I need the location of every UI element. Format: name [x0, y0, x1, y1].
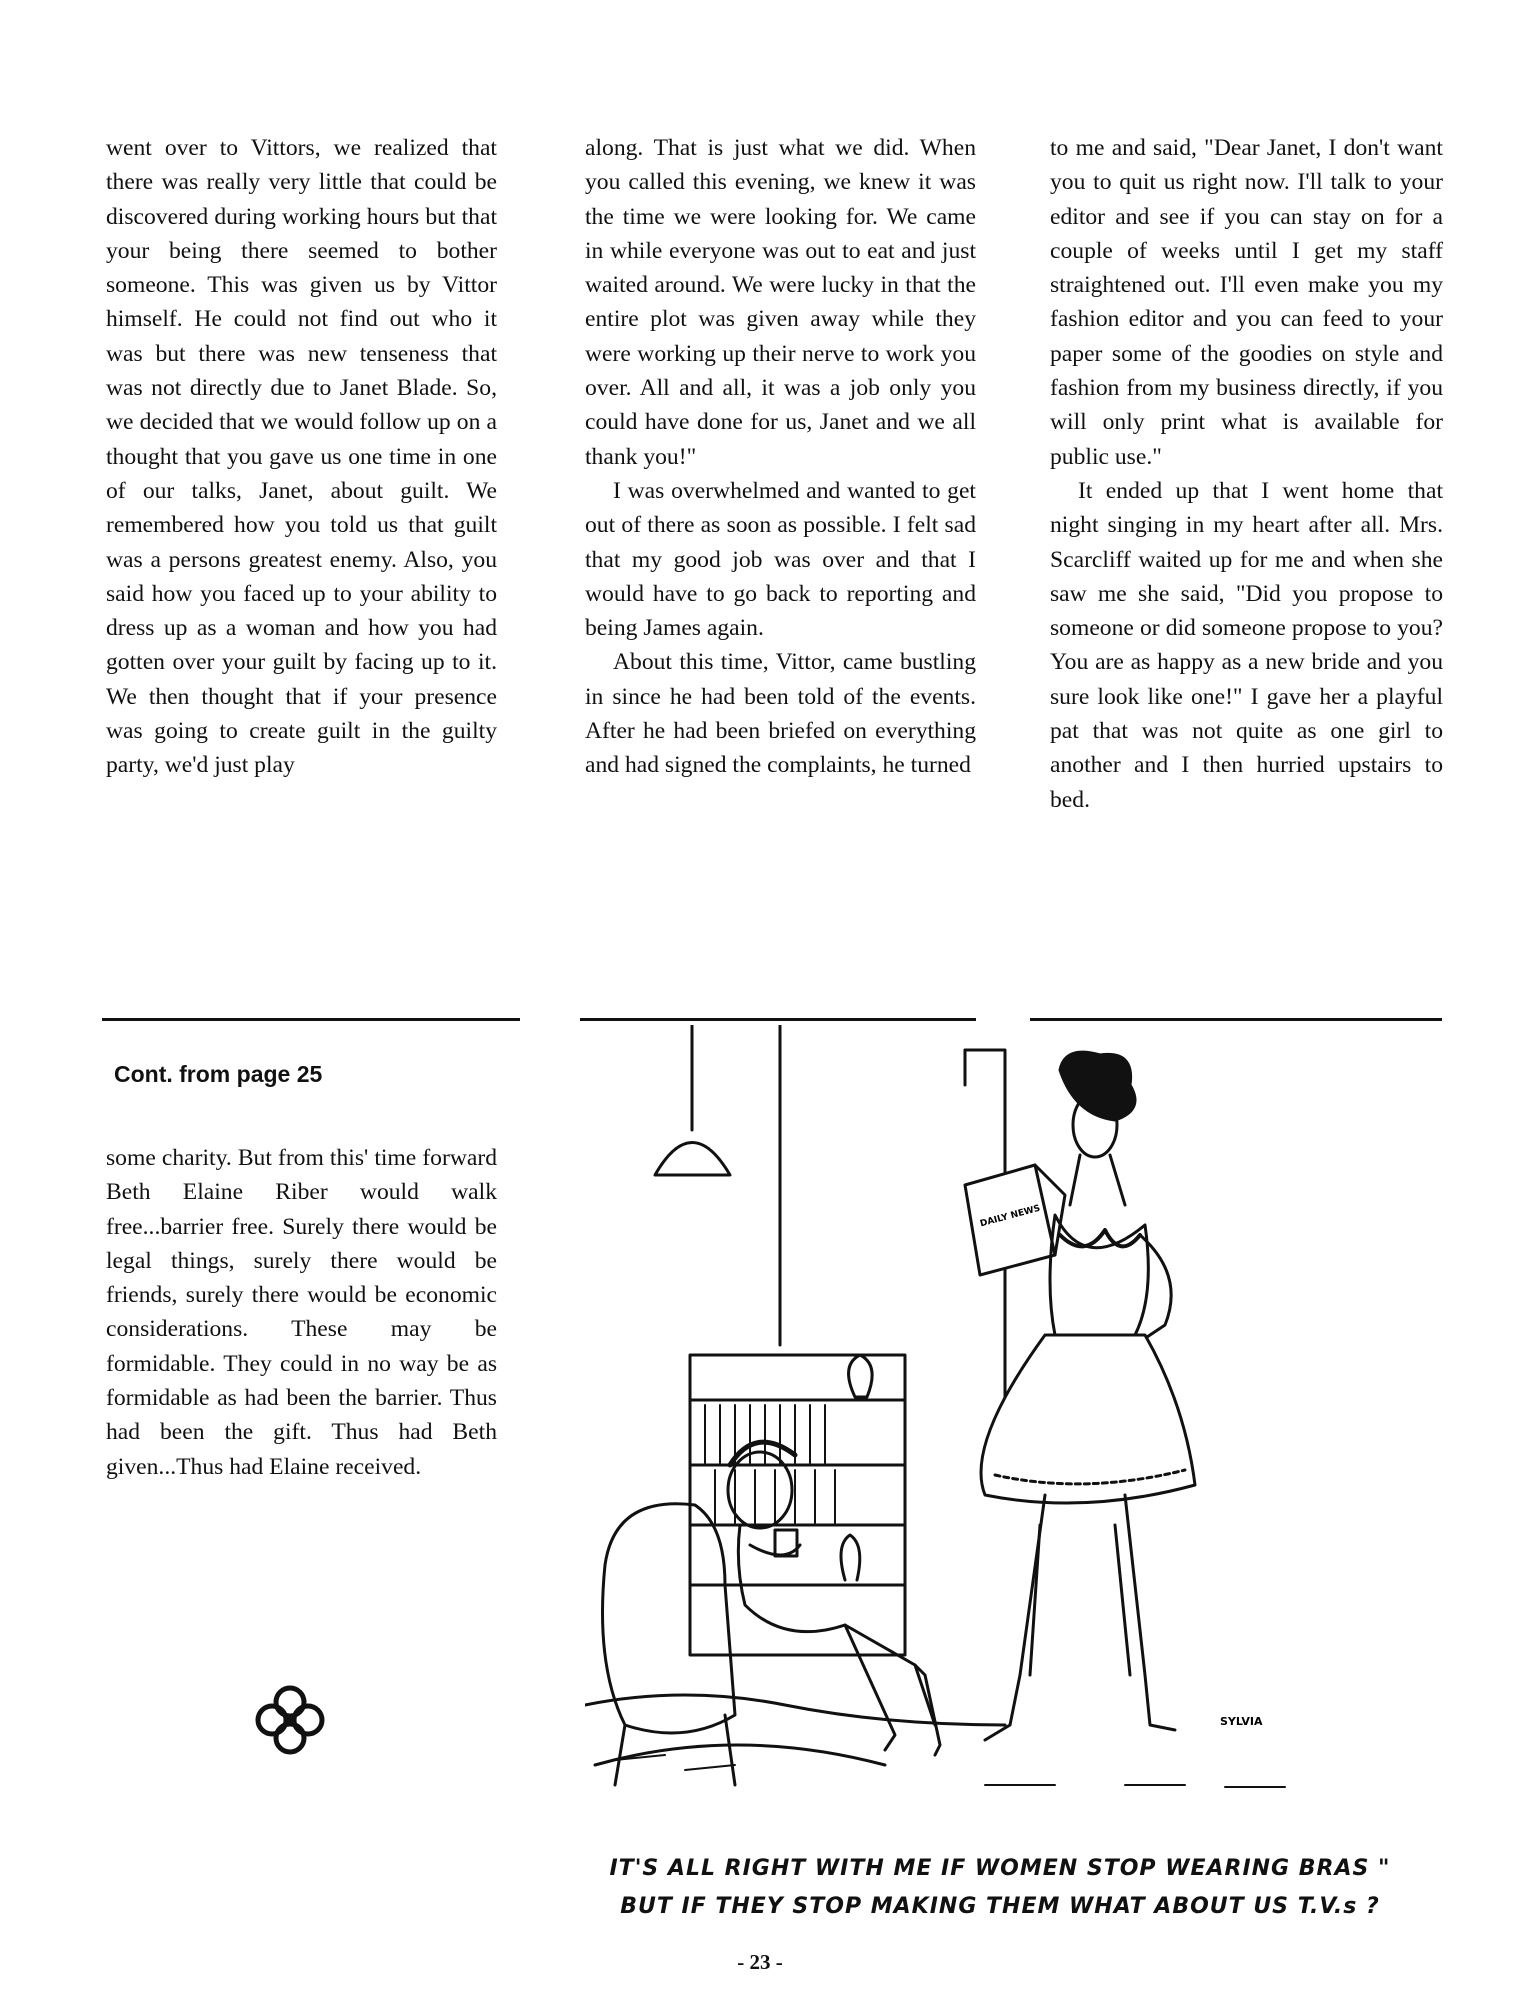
divider-rule — [1030, 1018, 1442, 1021]
page-number: - 23 - — [737, 1950, 783, 1974]
ornament-icon — [250, 1680, 330, 1760]
caption-line: BUT IF THEY STOP MAKING THEM WHAT ABOUT US T.V.s ? — [620, 1894, 1380, 1919]
newspaper-label: DAILY NEWS — [979, 1203, 1042, 1230]
cartoon-caption — [600, 1850, 1400, 1926]
paragraph: About this time, Vittor, came bustling in since he had been told of the events. After he had been briefed on everything and had signed the complaints, he turned — [585, 649, 976, 779]
cartoon-illustration — [585, 1025, 1445, 1865]
article-column-2 — [585, 131, 976, 783]
continuation-column — [106, 1141, 497, 1484]
paragraph: It ended up that I went home that night singing in my heart after all. Mrs. Scarcliff waited up for me and when she saw me she said, "Did you propose to someone or did someone propose to you? You are as happy as a new bride and you sure look like one!" I gave her a playful pat that was not quite as one girl to another and I then hurried upstairs to bed. — [1050, 477, 1443, 813]
paragraph: to me and said, "Dear Janet, I don't want you to quit us right now. I'll talk to your editor and see if you can stay on for a couple of weeks until I get my staff straightened out. I'll even make you my fashion editor and you can feed to your paper some of the goodies on style and fashion from my business directly, if you will only print what is available for public use." — [1050, 135, 1443, 470]
caption-line: IT'S ALL RIGHT WITH ME IF WOMEN STOP WEARING BRAS " — [609, 1856, 1391, 1881]
divider-rule — [102, 1018, 520, 1021]
divider-rule — [580, 1018, 976, 1021]
article-column-3 — [1050, 131, 1443, 817]
paragraph: along. That is just what we did. When you called this evening, we knew it was the time we were looking for. We came in while everyone was out to eat and just waited around. We were lucky in that the entire plot was given away while they were working up their nerve to work you over. All and all, it was a job only you could have done for us, Janet and we all thank you!" — [585, 135, 976, 470]
artist-signature: SYLVIA — [1220, 1715, 1263, 1728]
paragraph: went over to Vittors, we realized that there was really very little that could be discovered during working hours but that your being there seemed to bother someone. This was given us by Vittor himself. He could not find out who it was but there was new tenseness that was not directly due to Janet Blade. So, we decided that we would follow up on a thought that you gave us one time in one of our talks, Janet, about guilt. We remembered how you told us that guilt was a persons greatest enemy. Also, you said how you faced up to your ability to dress up as a woman and how you had gotten over your guilt by facing up to it. We then thought that if your presence was going to create guilt in the guilty party, we'd just play — [106, 135, 497, 779]
paragraph: some charity. But from this' time forward Beth Elaine Riber would walk free...barrier free. Surely there would be legal things, surely there would be friends, surely there would be economic considerations. These may be formidable. They could in no way be as formidable as had been the barrier. Thus had been the gift. Thus had Beth given...Thus had Elaine received. — [106, 1145, 497, 1480]
article-column-1 — [106, 131, 497, 783]
continuation-heading: Cont. from page 25 — [114, 1061, 323, 1087]
paragraph: I was overwhelmed and wanted to get out of there as soon as possible. I felt sad that my good job was over and that I would have to go back to reporting and being James again. — [585, 477, 976, 642]
